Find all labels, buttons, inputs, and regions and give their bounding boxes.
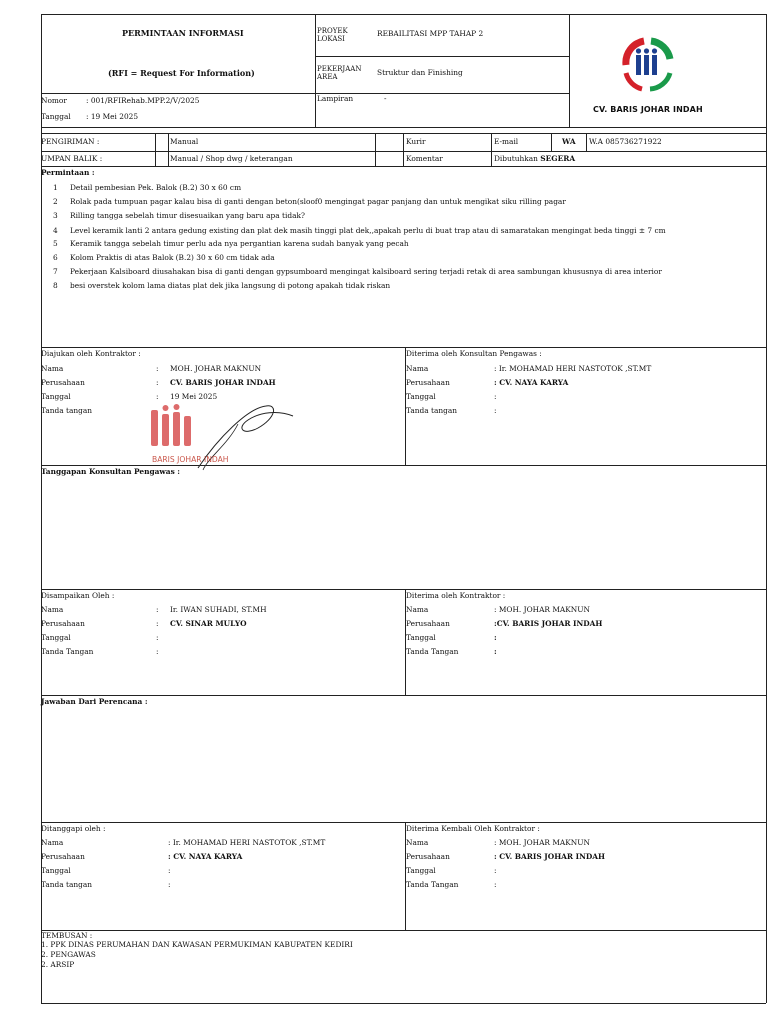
item-text: Keramik tangga sebelah timur perlu ada nya pergantian karena sudah banyak yang pecah <box>70 239 409 248</box>
disampaikan-title: Disampaikan Oleh : <box>41 591 115 600</box>
lampiran-label: Lampiran <box>317 94 354 103</box>
diterima-kembali-title: Diterima Kembali Oleh Kontraktor : <box>406 824 540 833</box>
colon: : <box>494 880 497 889</box>
ditanggapi-perusahaan-label: Perusahaan <box>41 852 85 861</box>
komentar-label: Komentar <box>406 154 443 163</box>
ditanggapi-perusahaan: : CV. NAYA KARYA <box>168 852 243 861</box>
pengiriman-label: PENGIRIMAN : <box>41 137 100 146</box>
item-number: 5 <box>53 239 58 248</box>
colon: : <box>156 392 159 401</box>
kembali-nama-label: Nama <box>406 838 429 847</box>
colon: : <box>156 605 159 614</box>
disampaikan-nama-label: Nama <box>41 605 64 614</box>
colon: : <box>494 647 497 656</box>
tembusan-item: 2. PENGAWAS <box>41 950 96 959</box>
ditanggapi-tanggal-label: Tanggal <box>41 866 71 875</box>
disampaikan-tanggal-label: Tanggal <box>41 633 71 642</box>
konsultan-tanggal-label: Tanggal <box>406 392 436 401</box>
colon: : <box>494 633 497 642</box>
colon: : <box>156 378 159 387</box>
item-number: 1 <box>53 183 58 192</box>
konsultan-perusahaan: : CV. NAYA KARYA <box>494 378 569 387</box>
disampaikan-nama: Ir. IWAN SUHADI, ST.MH <box>170 605 267 614</box>
kembali-tanggal-label: Tanggal <box>406 866 436 875</box>
diajukan-tanggal: 19 Mei 2025 <box>170 392 218 401</box>
item-text: besi overstek kolom lama diatas plat dek jika langsung di potong apakah tidak riskan <box>70 281 391 290</box>
dibutuhkan-value: SEGERA <box>540 154 576 163</box>
stamp-text: BARIS JOHAR INDAH <box>152 455 229 464</box>
kembali-nama: : MOH. JOHAR MAKNUN <box>494 838 590 847</box>
diajukan-perusahaan-label: Perusahaan <box>41 378 85 387</box>
jawaban-title: Jawaban Dari Perencana : <box>41 697 148 706</box>
tanggal-label: Tanggal <box>41 112 71 121</box>
logo-mark-icon <box>598 27 698 107</box>
pekerjaan-label: PEKERJAAN AREA <box>317 65 362 82</box>
tanggal-value: : 19 Mei 2025 <box>86 112 139 121</box>
colon: : <box>494 392 497 401</box>
kontraktor-ttd-label: Tanda Tangan <box>406 647 459 656</box>
item-text: Pekerjaan Kalsiboard diusahakan bisa di ganti dengan gypsumboard mengingat kalsiboard sering terjadi retak di area sambungan khususnya di area interior <box>70 267 662 276</box>
dibutuhkan-prefix: Dibutuhkan <box>494 154 538 163</box>
item-number: 4 <box>53 226 58 235</box>
diajukan-perusahaan: CV. BARIS JOHAR INDAH <box>170 378 276 387</box>
disampaikan-perusahaan: CV. SINAR MULYO <box>170 619 247 628</box>
kontraktor-tanggal-label: Tanggal <box>406 633 436 642</box>
pekerjaan-value: Struktur dan Finishing <box>377 68 463 77</box>
diajukan-title: Diajukan oleh Kontraktor : <box>41 349 141 358</box>
dibutuhkan-field <box>494 155 575 164</box>
ditanggapi-nama: : Ir. MOHAMAD HERI NASTOTOK ,ST.MT <box>168 838 326 847</box>
konsultan-ttd-label: Tanda tangan <box>406 406 458 415</box>
diterima-konsultan-title: Diterima oleh Konsultan Pengawas : <box>406 349 542 358</box>
kontraktor-nama-label: Nama <box>406 605 429 614</box>
item-text: Rilling tangga sebelah timur disesuaikan yang baru apa tidak? <box>70 211 305 220</box>
item-number: 6 <box>53 253 58 262</box>
lampiran-value: - <box>384 94 387 103</box>
diterima-kontraktor-title: Diterima oleh Kontraktor : <box>406 591 506 600</box>
tanggapan-title: Tanggapan Konsultan Pengawas : <box>41 467 181 476</box>
tembusan-item: 2. ARSIP <box>41 960 75 969</box>
item-text: Kolom Praktis di atas Balok (B.2) 30 x 60 cm tidak ada <box>70 253 275 262</box>
tembusan-item: 1. PPK DINAS PERUMAHAN DAN KAWASAN PERMUKIMAN KABUPATEN KEDIRI <box>41 940 353 949</box>
kontraktor-perusahaan-label: Perusahaan <box>406 619 450 628</box>
item-text: Level keramik lanti 2 antara gedung existing dan plat dek masih tinggi plat dek,,apakah perlu di buat trap atau di samaratakan mengingat beda tinggi ± 7 cm <box>70 226 666 235</box>
kembali-perusahaan: : CV. BARIS JOHAR INDAH <box>494 852 605 861</box>
wa-value: W.A 085736271922 <box>589 137 662 146</box>
colon: : <box>494 406 497 415</box>
disampaikan-perusahaan-label: Perusahaan <box>41 619 85 628</box>
diajukan-tanggal-label: Tanggal <box>41 392 71 401</box>
kembali-ttd-label: Tanda Tangan <box>406 880 459 889</box>
form-subtitle: (RFI = Request For Information) <box>108 68 255 78</box>
konsultan-nama: : Ir. MOHAMAD HERI NASTOTOK ,ST.MT <box>494 364 652 373</box>
konsultan-nama-label: Nama <box>406 364 429 373</box>
ditanggapi-title: Ditanggapi oleh : <box>41 824 106 833</box>
proyek-value: REBAILITASI MPP TAHAP 2 <box>377 29 484 38</box>
ditanggapi-ttd-label: Tanda tangan <box>41 880 93 889</box>
ditanggapi-nama-label: Nama <box>41 838 64 847</box>
item-text: Detail pembesian Pek. Balok (B.2) 30 x 60 cm <box>70 183 242 192</box>
nomor-label: Nomor <box>41 96 67 105</box>
kurir-label: Kurir <box>406 137 426 146</box>
wa-label: WA <box>562 137 576 146</box>
umpan-label: UMPAN BALIK : <box>41 154 103 163</box>
proyek-label: PROYEK LOKASI <box>317 27 348 44</box>
form-title: PERMINTAAN INFORMASI <box>122 28 244 38</box>
colon: : <box>494 866 497 875</box>
colon: : <box>168 866 171 875</box>
item-number: 8 <box>53 281 58 290</box>
diajukan-nama: MOH. JOHAR MAKNUN <box>170 364 262 373</box>
logo-text: CV. BARIS JOHAR INDAH <box>593 105 703 114</box>
konsultan-perusahaan-label: Perusahaan <box>406 378 450 387</box>
tembusan-title: TEMBUSAN : <box>41 931 93 940</box>
email-label: E-mail <box>494 137 519 146</box>
disampaikan-ttd-label: Tanda Tangan <box>41 647 94 656</box>
diajukan-nama-label: Nama <box>41 364 64 373</box>
umpan-value: Manual / Shop dwg / keterangan <box>170 154 293 163</box>
colon: : <box>156 619 159 628</box>
kembali-perusahaan-label: Perusahaan <box>406 852 450 861</box>
item-text: Rolak pada tumpuan pagar kalau bisa di ganti dengan beton(sloof0 mengingat pagar panjang dan untuk mengikat siku rilling pagar <box>70 197 566 206</box>
colon: : <box>168 880 171 889</box>
item-number: 7 <box>53 267 58 276</box>
kontraktor-nama: : MOH. JOHAR MAKNUN <box>494 605 590 614</box>
item-number: 2 <box>53 197 58 206</box>
pengiriman-value: Manual <box>170 137 199 146</box>
permintaan-label: Permintaan : <box>41 168 95 177</box>
company-logo <box>598 27 698 107</box>
item-number: 3 <box>53 211 58 220</box>
kontraktor-perusahaan: :CV. BARIS JOHAR INDAH <box>494 619 603 628</box>
colon: : <box>156 633 159 642</box>
nomor-value: : 001/RFIRehab.MPP.2/V/2025 <box>86 96 200 105</box>
colon: : <box>156 647 159 656</box>
colon: : <box>156 364 159 373</box>
diajukan-ttd-label: Tanda tangan <box>41 406 93 415</box>
